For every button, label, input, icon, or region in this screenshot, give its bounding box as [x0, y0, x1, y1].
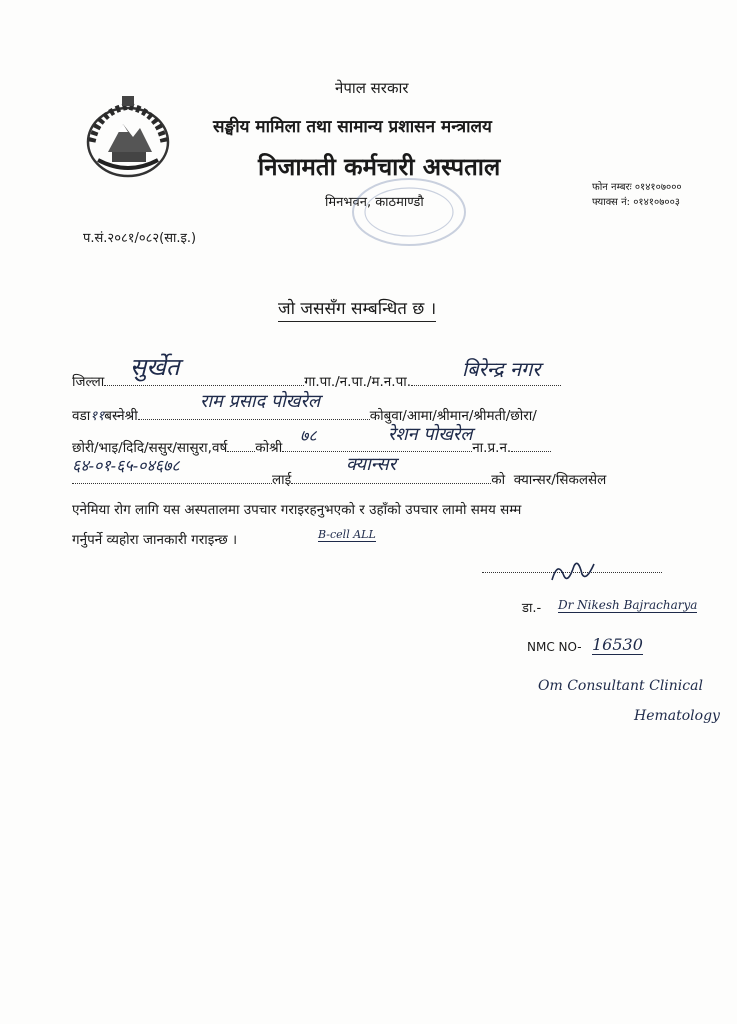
- diagnosis-note: B-cell ALL: [318, 528, 376, 541]
- hospital-address: मिनभवन, काठमाण्डौ: [325, 195, 424, 210]
- hospital-name: निजामती कर्मचारी अस्पताल: [258, 153, 501, 181]
- government-name: नेपाल सरकार: [335, 79, 409, 97]
- subject-line: जो जससँग सम्बन्धित छ ।: [278, 296, 436, 322]
- nmc-label: NMC NO-: [527, 640, 582, 654]
- disease-value: क्यान्सर: [346, 454, 397, 475]
- age-value: ७८: [300, 426, 317, 445]
- doctor-name: Dr Nikesh Bajracharya: [558, 598, 698, 612]
- relation-label-continued: छोरी/भाइ/दिदि/ससुर/सासुरा,वर्ष: [72, 440, 228, 456]
- district-label: जिल्ला: [72, 374, 105, 390]
- patient-value: रेशन पोखरेल: [388, 424, 473, 445]
- ward-label: वडा: [72, 408, 91, 424]
- body-line-2: गर्नुपर्ने व्यहोरा जानकारी गराइन्छ ।: [72, 532, 238, 548]
- body-line-1: एनेमिया रोग लागि यस अस्पतालमा उपचार गराइरहनुभएको र उहाँको उपचार लामो समय सम्म: [72, 502, 522, 518]
- relation-label: कोबुवा/आमा/श्रीमान/श्रीमती/छोरा/: [369, 408, 537, 424]
- resident-value: राम प्रसाद पोखरेल: [200, 391, 321, 412]
- lai-word: लाई: [272, 472, 292, 488]
- ko-word: को: [491, 472, 506, 488]
- municipality-value: बिरेन्द्र नगर: [462, 357, 541, 381]
- hospital-stamp-icon: [350, 176, 468, 248]
- ministry-name: सङ्घीय मामिला तथा सामान्य प्रशासन मन्त्रालय: [213, 117, 492, 137]
- citizenship-value: ६४-०१-६५-०४६७८: [72, 456, 180, 475]
- nmc-value: 16530: [592, 635, 643, 654]
- doctor-title-line-2: Hematology: [634, 708, 720, 724]
- reference-number: प.सं.२०८१/०८२(सा.इ.): [83, 231, 197, 246]
- phone-number: फोन नम्बरः ०१४१०७०००: [592, 182, 682, 193]
- ward-value: ११: [90, 408, 105, 424]
- district-value: सुर्खेत: [130, 353, 180, 381]
- municipality-label: गा.पा./न.पा./म.न.पा.: [304, 374, 412, 390]
- doctor-prefix: डा.-: [522, 601, 542, 616]
- nepal-emblem-icon: [78, 92, 178, 182]
- resident-label: बस्नेश्री: [104, 408, 138, 424]
- doctor-title-line-1: Om Consultant Clinical: [538, 678, 703, 694]
- disease-options: क्यान्सर/सिकलसेल: [513, 472, 607, 488]
- patient-label: कोश्री: [255, 440, 283, 456]
- fax-number: फ्याक्स नं: ०१४१०७००३: [592, 197, 680, 208]
- citizenship-label: ना.प्र.न.: [472, 440, 512, 456]
- signature-scribble-icon: [548, 556, 598, 586]
